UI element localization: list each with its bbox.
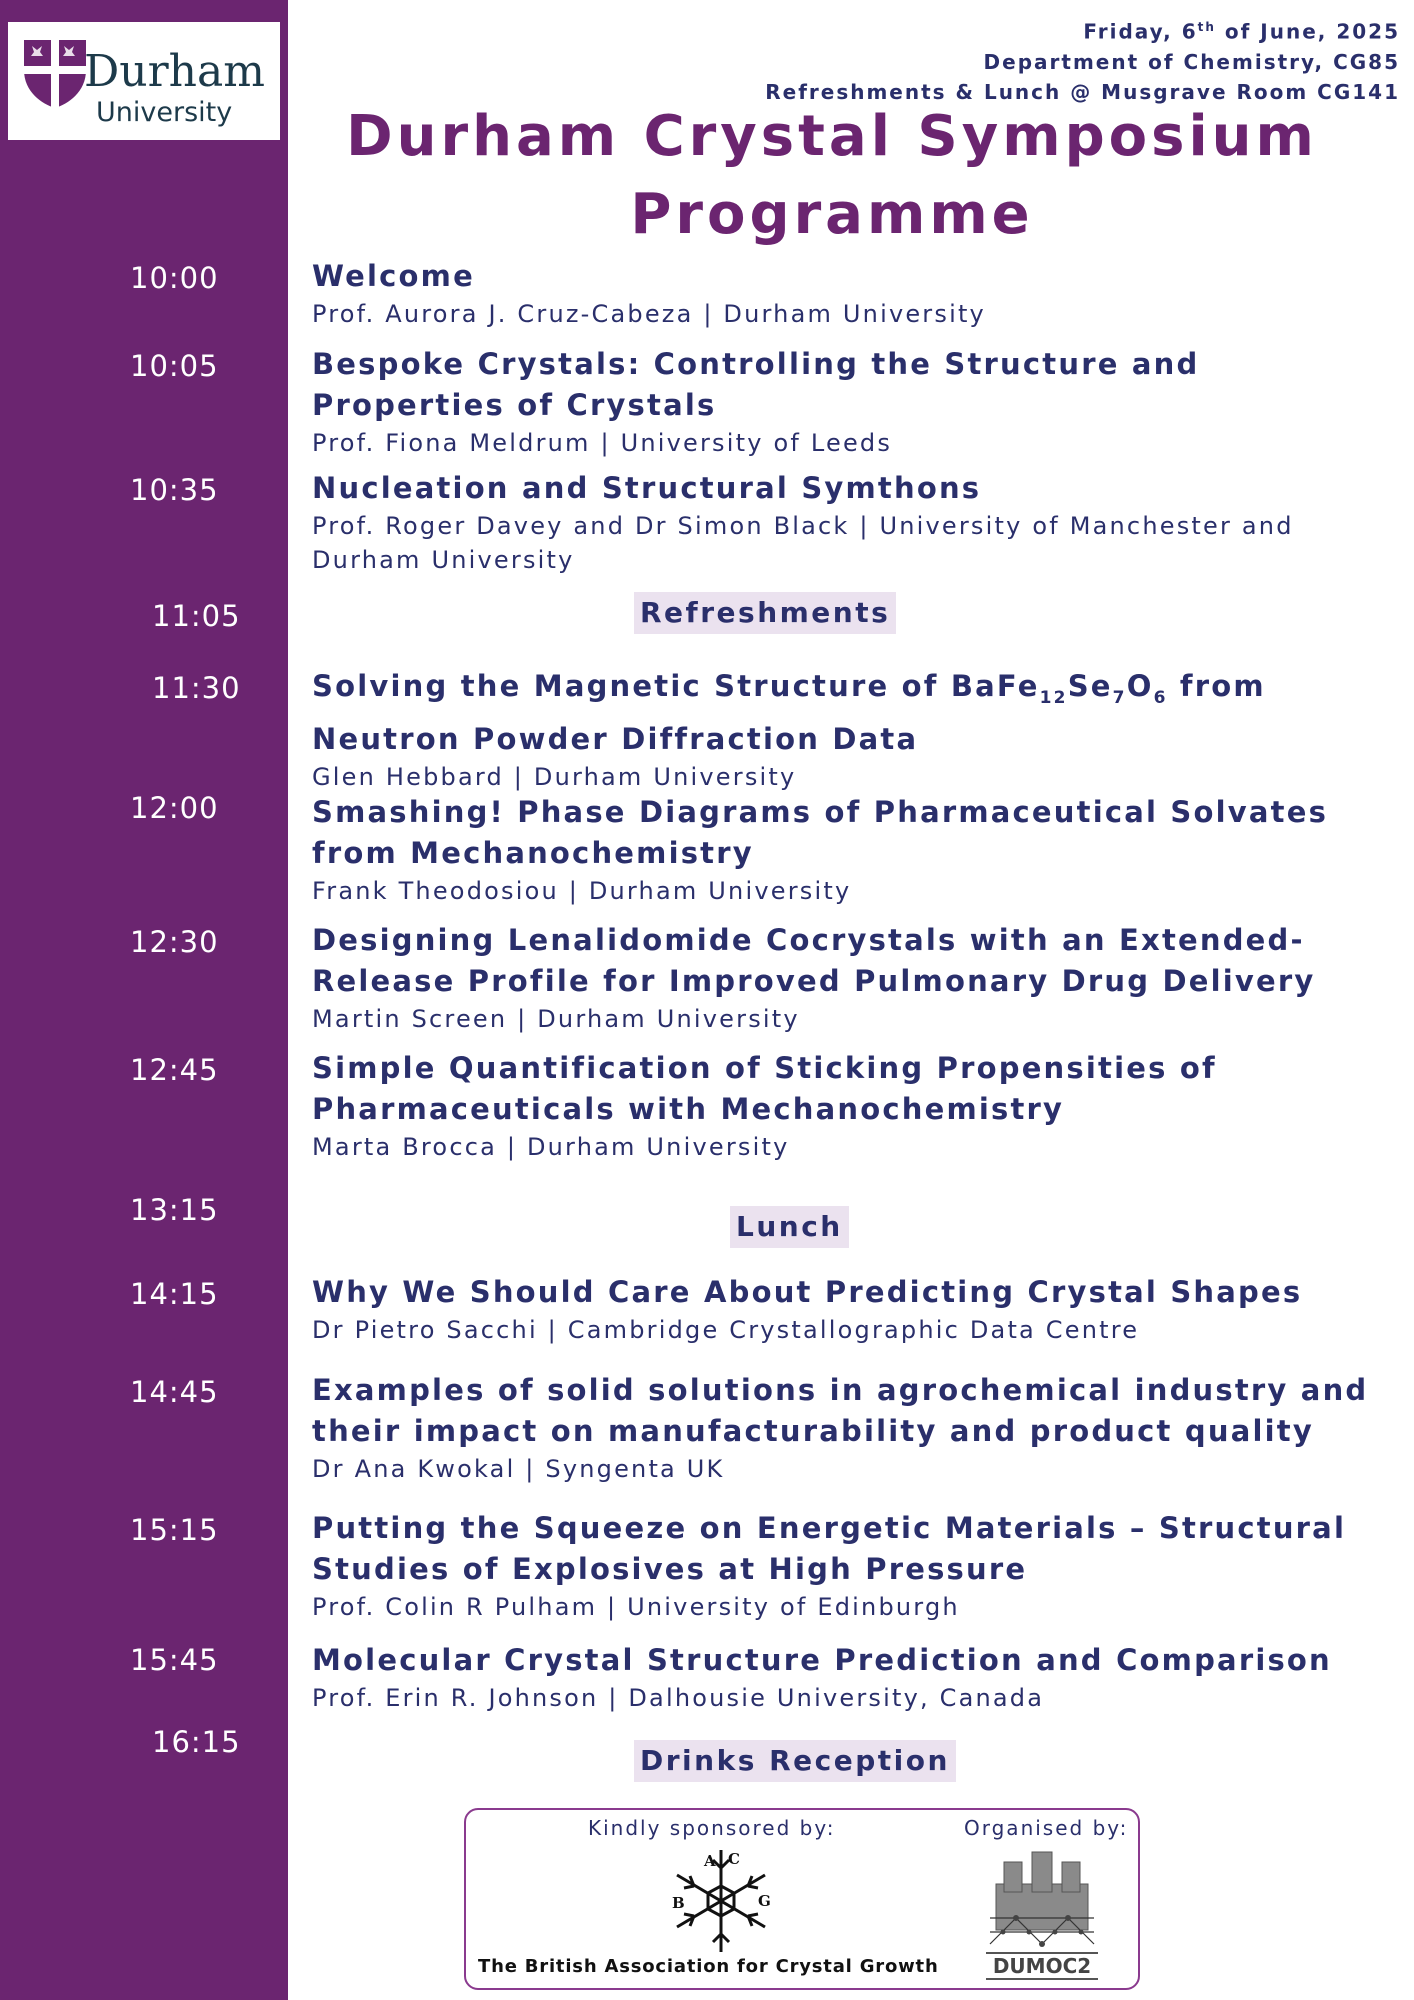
time-label: 11:05 (152, 599, 241, 633)
talk-title: Putting the Squeeze on Energetic Materials – Structural Studies of Explosives at High Pressure (312, 1511, 1347, 1586)
schedule-item (312, 344, 1398, 460)
time-label: 13:15 (130, 1193, 219, 1227)
talk-speaker: Prof. Fiona Meldrum | University of Leeds (312, 429, 893, 457)
schedule-item (312, 256, 1398, 331)
bacg-letter: A (704, 1852, 716, 1870)
time-label: 12:30 (130, 925, 219, 959)
talk-title: Examples of solid solutions in agrochemical industry and their impact on manufacturability and product quality (312, 1373, 1369, 1448)
event-details (765, 12, 1400, 107)
sponsors-box (464, 1808, 1140, 1990)
bacg-name: The British Association for Crystal Growth (478, 1956, 939, 1977)
talk-title: Nucleation and Structural Symthons (312, 471, 982, 505)
talk-speaker: Dr Ana Kwokal | Syngenta UK (312, 1455, 725, 1483)
sidebar (0, 0, 288, 2000)
time-label: 11:30 (152, 671, 241, 705)
time-label: 15:45 (130, 1643, 219, 1677)
talk-title: Solving the Magnetic Structure of $BaFe_{12}Se_7O_6$ from Neutron Powder Diffraction Data (312, 669, 1266, 756)
time-label: 14:15 (130, 1277, 219, 1311)
talk-title: Designing Lenalidomide Cocrystals with an Extended-Release Profile for Improved Pulmonary Drug Delivery (312, 923, 1316, 998)
durham-university-logo (8, 22, 280, 140)
talk-title: Smashing! Phase Diagrams of Pharmaceutical Solvates from Mechanochemistry (312, 795, 1329, 870)
talk-speaker: Marta Brocca | Durham University (312, 1133, 790, 1161)
event-catering: Refreshments & Lunch @ Musgrave Room CG141 (765, 79, 1400, 104)
talk-speaker: Prof. Roger Davey and Dr Simon Black | University of Manchester and Durham University (312, 512, 1294, 574)
dumoc2-logo (986, 1848, 1098, 1950)
schedule-item (312, 1640, 1398, 1715)
talk-title: Molecular Crystal Structure Prediction and Comparison (312, 1643, 1332, 1677)
schedule-item (312, 1272, 1398, 1347)
drinks-reception: Drinks Reception (634, 1740, 956, 1782)
sponsored-by-label: Kindly sponsored by: (588, 1816, 836, 1840)
time-label: 10:00 (130, 261, 219, 295)
schedule-item (312, 666, 1398, 794)
bacg-letter: C (728, 1850, 740, 1868)
schedule-item (312, 1370, 1398, 1486)
talk-title: Why We Should Care About Predicting Crystal Shapes (312, 1275, 1303, 1309)
time-label: 10:05 (130, 349, 219, 383)
time-label: 14:45 (130, 1375, 219, 1409)
time-label: 16:15 (152, 1725, 241, 1759)
lunch-break: Lunch (730, 1206, 849, 1248)
talk-title: Bespoke Crystals: Controlling the Structure and Properties of Crystals (312, 347, 1200, 422)
schedule-item (312, 920, 1398, 1036)
logo-subtitle: University (96, 97, 233, 128)
time-label: 12:45 (130, 1053, 219, 1087)
time-label: 15:15 (130, 1513, 219, 1547)
bacg-letter: B (672, 1894, 685, 1912)
talk-speaker: Dr Pietro Sacchi | Cambridge Crystallographic Data Centre (312, 1316, 1140, 1344)
event-date: Friday, 6th of June, 2025 (1083, 19, 1400, 44)
talk-title: Welcome (312, 259, 475, 293)
time-label: 12:00 (130, 791, 219, 825)
time-label: 10:35 (130, 473, 219, 507)
talk-speaker: Prof. Aurora J. Cruz-Cabeza | Durham University (312, 300, 986, 328)
schedule-item (312, 1508, 1398, 1624)
talk-speaker: Prof. Erin R. Johnson | Dalhousie University, Canada (312, 1684, 1045, 1712)
logo-wordmark: Durham (84, 46, 265, 97)
durham-shield-icon (20, 36, 90, 110)
talk-speaker: Glen Hebbard | Durham University (312, 762, 797, 791)
talk-speaker: Prof. Colin R Pulham | University of Edinburgh (312, 1593, 960, 1621)
talk-speaker: Martin Screen | Durham University (312, 1005, 800, 1033)
bacg-snowflake-logo (666, 1846, 776, 1956)
organiser-name: DUMOC2 (986, 1952, 1098, 1980)
schedule-item (312, 468, 1398, 577)
refreshments-break: Refreshments (634, 592, 896, 634)
bacg-letter: G (758, 1892, 771, 1910)
organised-by-label: Organised by: (964, 1816, 1129, 1840)
page-title: Durham Crystal Symposium Programme (346, 104, 1318, 247)
schedule-item (312, 1048, 1398, 1164)
talk-speaker: Frank Theodosiou | Durham University (312, 877, 852, 905)
event-location: Department of Chemistry, CG85 (983, 49, 1400, 74)
talk-title: Simple Quantification of Sticking Propensities of Pharmaceuticals with Mechanochemistry (312, 1051, 1217, 1126)
schedule-item (312, 792, 1398, 908)
